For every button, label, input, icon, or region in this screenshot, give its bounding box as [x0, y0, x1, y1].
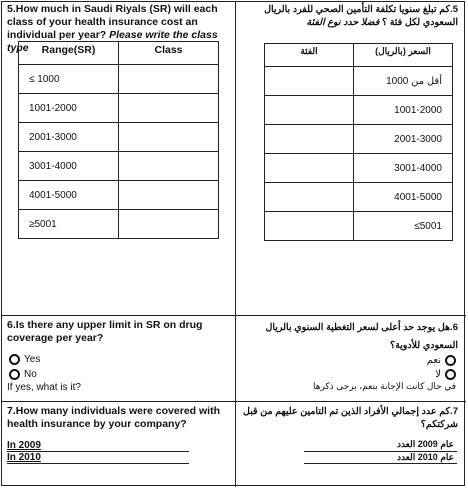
year-2010-answer-line-ar[interactable] [304, 463, 457, 464]
form-frame [1, 1, 465, 486]
range-cell: 1001-2000 [354, 96, 453, 125]
table-header-row [265, 44, 453, 67]
table-row [19, 65, 219, 94]
table-row [19, 210, 219, 239]
class-input-cell[interactable] [119, 65, 219, 94]
class-input-cell[interactable] [119, 210, 219, 239]
q6-yes-option-ar[interactable] [427, 355, 456, 366]
range-cell: ≤ 1000 [19, 65, 119, 94]
radio-icon[interactable] [445, 369, 456, 380]
range-cell: ≥5001 [19, 210, 119, 239]
q6-no-label-ar: لا [435, 369, 441, 380]
table-row [265, 183, 453, 212]
table-row [265, 67, 453, 96]
year-2010-label: In 2010 [7, 452, 41, 463]
q5-arabic-question: 5.كم تبلغ سنويا تكلفة التأمين الصحي للفرد بالريال السعودي لكل فئة ؟ [264, 4, 458, 28]
q6-no-option-ar[interactable] [435, 369, 456, 380]
table-row [265, 96, 453, 125]
q5-arabic-title [236, 3, 458, 29]
range-header: Range(SR) [19, 42, 119, 65]
table-row [19, 123, 219, 152]
class-input-cell[interactable] [265, 96, 354, 125]
table-row [265, 125, 453, 154]
class-input-cell[interactable] [119, 123, 219, 152]
row-divider-q7 [2, 401, 466, 402]
range-cell: 3001-4000 [19, 152, 119, 181]
class-header-ar: الفئة [265, 44, 354, 67]
q6-yes-label-ar: نعم [426, 355, 441, 366]
year-2009-label: In 2009 [7, 440, 41, 451]
q6-english-title: 6.Is there any upper limit in SR on drug coverage per year? [7, 319, 203, 344]
q5-english-note: Please write the class type [7, 29, 218, 54]
q6-followup-label-ar: في حال كانت الإجابة بنعم، يرجى ذكرها [312, 381, 456, 391]
year-2010-label-ar: عام 2010 العدد [396, 452, 454, 462]
price-header-ar: السعر (بالريال) [354, 44, 453, 67]
q5-arabic-note: فضلا حدد نوع الفئة [306, 17, 380, 28]
range-cell: 5001≥ [354, 212, 453, 241]
q6-no-label: No [24, 369, 37, 380]
year-2009-label-ar: عام 2009 العدد [396, 439, 454, 449]
q6-arabic-title: 6.هل يوجد حد أعلى لسعر التغطية السنوي بالريال السعودي للأدوية؟ [265, 322, 458, 351]
class-input-cell[interactable] [265, 183, 354, 212]
class-input-cell[interactable] [265, 154, 354, 183]
q5-english-table [18, 41, 219, 239]
class-input-cell[interactable] [265, 67, 354, 96]
class-header: Class [119, 42, 219, 65]
range-cell: أقل من 1000 [354, 67, 453, 96]
q6-yes-label: Yes [24, 354, 41, 365]
range-cell: 2001-3000 [19, 123, 119, 152]
class-input-cell[interactable] [119, 152, 219, 181]
table-row [265, 154, 453, 183]
range-cell: 3001-4000 [354, 154, 453, 183]
class-input-cell[interactable] [119, 181, 219, 210]
q6-yes-option[interactable] [9, 354, 40, 365]
range-cell: 4001-5000 [354, 183, 453, 212]
radio-icon[interactable] [445, 355, 456, 366]
class-input-cell[interactable] [265, 125, 354, 154]
range-cell: 4001-5000 [19, 181, 119, 210]
row-divider-q6 [2, 315, 466, 316]
table-header-row [19, 42, 219, 65]
q7-english-title: 7.How many individuals were covered with health insurance by your company? [7, 405, 220, 430]
q5-arabic-table [264, 43, 453, 241]
range-cell: 1001-2000 [19, 94, 119, 123]
radio-icon[interactable] [9, 354, 20, 365]
table-row [19, 152, 219, 181]
q6-no-option[interactable] [9, 369, 37, 380]
class-input-cell[interactable] [119, 94, 219, 123]
table-row [265, 212, 453, 241]
year-2010-answer-line[interactable] [7, 463, 189, 464]
class-input-cell[interactable] [265, 212, 354, 241]
table-row [19, 181, 219, 210]
range-cell: 2001-3000 [354, 125, 453, 154]
table-row [19, 94, 219, 123]
q7-arabic-title: 7.كم عدد إجمالي الأفراد الذين تم التامين عليهم من قبل شركتكم؟ [243, 406, 458, 430]
q6-followup-label: If yes, what is it? [7, 382, 81, 393]
q5-english-question: 5.How much in Saudi Riyals (SR) will each class of your health insurance cost an individual per year? [7, 3, 218, 41]
radio-icon[interactable] [9, 369, 20, 380]
